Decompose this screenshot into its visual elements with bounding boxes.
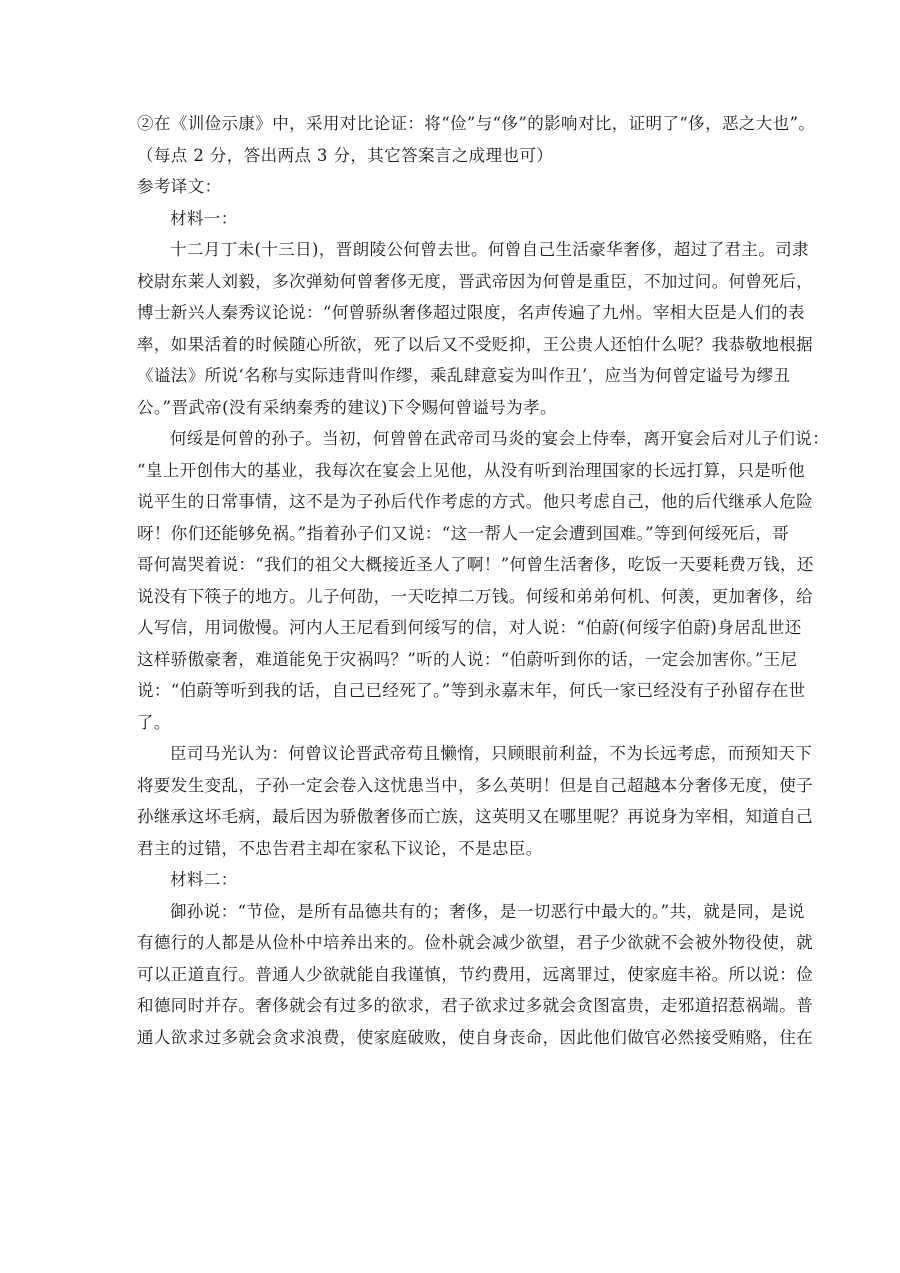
text-line: 《谥法》所说‘名称与实际违背叫作缪，乘乱肆意妄为叫作丑’，应当为何曾定谥号为缪丑 [137, 366, 791, 385]
material-two-label: 材料二： [170, 870, 238, 889]
text-line: 说平生的日常事情，这不是为子孙后代作考虑的方式。他只考虑自己，他的后代继承人危险 [137, 492, 813, 511]
text-line: 君主的过错，不忠告君主却在家私下议论，不是忠臣。 [137, 838, 543, 858]
text-line: 博士新兴人秦秀议论说：“何曾骄纵奢侈超过限度，名声传遍了九州。宰相大臣是人们的表 [137, 303, 805, 322]
text-line: 哥何嵩哭着说：“我们的祖父大概接近圣人了啊！”何曾生活奢侈，吃饭一天要耗费万钱，还 [137, 555, 814, 574]
answer-line-2: （每点 2 分，答出两点 3 分，其它答案言之成理也可） [137, 145, 554, 165]
text-line: 御孙说：“节俭，是所有品德共有的；奢侈，是一切恶行中最大的。”共，就是同，是说 [170, 901, 805, 921]
document-page [137, 108, 830, 1053]
text-line: “皇上开创伟大的基业，我每次在宴会上见他，从没有听到治理国家的长远打算，只是听他 [137, 460, 805, 480]
text-line: 了。 [137, 712, 171, 732]
reference-translation-label: 参考译文： [137, 177, 222, 196]
text-line: 和德同时并存。奢侈就会有过多的欲求，君子欲求过多就会贪图富贵，走邪道招惹祸端。普 [137, 996, 813, 1015]
text-line: 率，如果活着的时候随心所欲，死了以后又不受贬抑，王公贵人还怕什么呢？我恭敬地根据 [137, 334, 813, 354]
text-line: 说没有下筷子的地方。儿子何劭，一天吃掉二万钱。何绥和弟弟何机、何羡，更加奢侈，给 [137, 586, 813, 606]
text-line: 将要发生变乱，子孙一定会卷入这忧患当中，多么英明！但是自己超越本分奢侈无度，使子 [137, 775, 813, 795]
text-line: 十二月丁未(十三日)，晋朗陵公何曾去世。何曾自己生活豪华奢侈，超过了君主。司隶 [170, 240, 809, 259]
text-line: 孙继承这坏毛病，最后因为骄傲奢侈而亡族，这英明又在哪里呢？再说身为宰相，知道自己 [137, 807, 813, 826]
text-line: 通人欲求过多就会贪求浪费，使家庭破败，使自身丧命，因此他们做官必然接受贿赂，住在 [137, 1027, 813, 1047]
text-line: 说：“伯蔚等听到我的话，自己已经死了。”等到永嘉末年，何氏一家已经没有子孙留存在世 [137, 681, 806, 700]
material-one-paragraph-2 [137, 423, 830, 738]
text-line: 校尉东莱人刘毅，多次弹劾何曾奢侈无度，晋武帝因为何曾是重臣，不加过问。何曾死后， [137, 271, 813, 291]
text-line: 有德行的人都是从俭朴中培养出来的。俭朴就会减少欲望，君子少欲就不会被外物役使，就 [137, 933, 813, 952]
material-one-paragraph-3 [137, 738, 813, 864]
text-line: 人写信，用词傲慢。河内人王尼看到何绥写的信，对人说：“伯蔚(何绥字伯蔚)身居乱世还 [137, 618, 802, 637]
text-line: 呀！你们还能够免祸。”指着孙子们又说：“这一帮人一定会遭到国难。”等到何绥死后，哥 [137, 523, 790, 543]
text-line: 这样骄傲豪奢，难道能免于灾祸吗？”听的人说：“伯蔚听到你的话，一定会加害你。”王尼 [137, 649, 798, 669]
material-one-label: 材料一： [170, 208, 238, 228]
answer-line-1: ②在《训俭示康》中，采用对比论证：将“俭”与“侈”的影响对比，证明了“侈，恶之大也”。 [137, 114, 816, 133]
material-two-paragraph-1 [137, 896, 813, 1054]
text-line: 可以正道直行。普通人少欲就能自我谨慎，节约费用，远离罪过，使家庭丰裕。所以说：俭 [137, 964, 813, 984]
text-line: 公。”晋武帝(没有采纳秦秀的建议)下令赐何曾谥号为孝。 [137, 397, 557, 417]
material-one-paragraph-1 [137, 234, 813, 423]
text-line: 臣司马光认为：何曾议论晋武帝苟且懒惰，只顾眼前利益，不为长远考虑，而预知天下 [170, 744, 813, 763]
text-line: 何绥是何曾的孙子。当初，何曾曾在武帝司马炎的宴会上侍奉，离开宴会后对儿子们说： [170, 429, 830, 448]
